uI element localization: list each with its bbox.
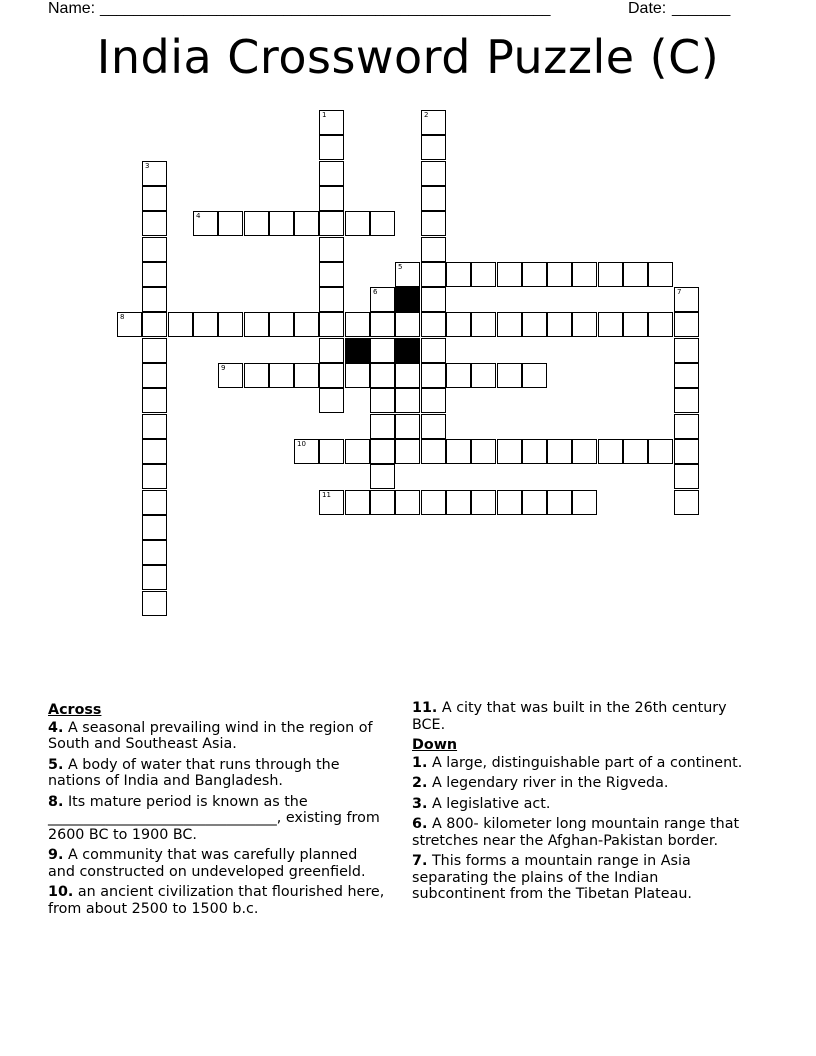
grid-cell[interactable] — [345, 363, 370, 388]
grid-cell[interactable] — [370, 464, 395, 489]
grid-cell[interactable] — [395, 414, 420, 439]
grid-cell[interactable] — [421, 414, 446, 439]
grid-cell[interactable] — [421, 338, 446, 363]
grid-cell-number: 9 — [221, 364, 226, 372]
grid-cell-number: 2 — [424, 111, 429, 119]
grid-cell[interactable] — [674, 414, 699, 439]
clue-down-3 — [412, 796, 752, 813]
grid-cell-number: 11 — [322, 491, 331, 499]
grid-cell[interactable] — [421, 490, 446, 515]
grid-cell[interactable] — [319, 186, 344, 211]
clue-across-4 — [48, 720, 388, 753]
grid-cell[interactable] — [168, 312, 193, 337]
clue-number: 10. — [48, 884, 74, 900]
grid-cell[interactable] — [421, 161, 446, 186]
grid-cell[interactable] — [294, 439, 319, 464]
clue-down-7 — [412, 853, 752, 903]
name-label: Name: — [48, 0, 96, 17]
grid-cell[interactable] — [471, 490, 496, 515]
grid-cell[interactable] — [446, 312, 471, 337]
grid-cell-number: 5 — [398, 263, 403, 271]
grid-cell[interactable] — [142, 338, 167, 363]
grid-cell[interactable] — [471, 312, 496, 337]
clue-text: A seasonal prevailing wind in the region of South and Southeast Asia. — [48, 719, 373, 752]
grid-cell[interactable] — [395, 312, 420, 337]
grid-cell[interactable] — [218, 312, 243, 337]
grid-cell[interactable] — [345, 439, 370, 464]
grid-cell[interactable] — [319, 161, 344, 186]
grid-cell[interactable] — [370, 388, 395, 413]
grid-cell[interactable] — [522, 490, 547, 515]
grid-cell[interactable] — [345, 211, 370, 236]
grid-cell[interactable] — [319, 211, 344, 236]
grid-cell[interactable] — [497, 490, 522, 515]
grid-cell[interactable] — [522, 439, 547, 464]
grid-cell[interactable] — [345, 490, 370, 515]
grid-cell[interactable] — [370, 414, 395, 439]
clues-column-left — [48, 700, 388, 921]
grid-cell[interactable] — [421, 186, 446, 211]
down-heading: Down — [412, 737, 458, 753]
grid-cell[interactable] — [142, 186, 167, 211]
clue-text: A large, distinguishable part of a continent. — [431, 754, 743, 771]
clue-text: This forms a mountain range in Asia separating the plains of the Indian subcontinent from the Tibetan Plateau. — [412, 853, 692, 902]
grid-cell[interactable] — [142, 565, 167, 590]
grid-cell[interactable] — [142, 490, 167, 515]
grid-cell[interactable] — [547, 262, 572, 287]
grid-cell[interactable] — [674, 312, 699, 337]
grid-cell[interactable] — [421, 363, 446, 388]
grid-cell[interactable] — [674, 490, 699, 515]
clue-number: 8. — [48, 793, 64, 810]
grid-cell-number: 10 — [297, 440, 306, 448]
page-title: India Crossword Puzzle (C) — [96, 30, 720, 84]
clue-number: 1. — [412, 754, 428, 771]
grid-cell[interactable] — [294, 211, 319, 236]
grid-cell[interactable] — [142, 363, 167, 388]
grid-cell[interactable] — [497, 439, 522, 464]
clue-down-1 — [412, 755, 752, 772]
grid-cell[interactable] — [497, 363, 522, 388]
grid-cell[interactable] — [142, 312, 167, 337]
grid-cell-number: 4 — [196, 212, 201, 220]
grid-cell[interactable] — [421, 262, 446, 287]
grid-cell[interactable] — [395, 490, 420, 515]
grid-cell[interactable] — [623, 312, 648, 337]
grid-cell-number: 6 — [373, 288, 378, 296]
grid-cell[interactable] — [193, 312, 218, 337]
grid-cell[interactable] — [319, 312, 344, 337]
grid-cell[interactable] — [244, 312, 269, 337]
grid-cell-number: 7 — [677, 288, 682, 296]
grid-cell[interactable] — [345, 312, 370, 337]
grid-cell[interactable] — [674, 287, 699, 312]
clue-across-10 — [48, 884, 388, 917]
grid-cell[interactable] — [395, 439, 420, 464]
grid-cell[interactable] — [395, 262, 420, 287]
name-field-line[interactable]: ______________________________________________________ — [100, 0, 551, 17]
grid-cell[interactable] — [319, 262, 344, 287]
grid-cell[interactable] — [319, 287, 344, 312]
grid-cell[interactable] — [674, 338, 699, 363]
grid-cell[interactable] — [319, 439, 344, 464]
clue-text: A community that was carefully planned and constructed on undeveloped greenfield. — [48, 847, 366, 880]
grid-cell[interactable] — [395, 363, 420, 388]
grid-cell[interactable] — [446, 262, 471, 287]
grid-cell[interactable] — [421, 287, 446, 312]
grid-cell[interactable] — [319, 363, 344, 388]
grid-cell[interactable] — [572, 490, 597, 515]
grid-cell[interactable] — [395, 388, 420, 413]
grid-cell[interactable] — [142, 237, 167, 262]
grid-cell[interactable] — [446, 439, 471, 464]
date-label: Date: — [628, 0, 667, 17]
grid-block — [395, 287, 420, 312]
grid-cell[interactable] — [623, 262, 648, 287]
grid-cell[interactable] — [142, 287, 167, 312]
grid-cell-number: 8 — [120, 313, 125, 321]
clue-text: A 800- kilometer long mountain range that stretches near the Afghan-Pakistan border. — [412, 816, 740, 849]
grid-cell[interactable] — [421, 237, 446, 262]
date-field-line[interactable]: _______ — [672, 0, 731, 17]
grid-cell[interactable] — [572, 439, 597, 464]
grid-cell[interactable] — [547, 439, 572, 464]
grid-cell[interactable] — [142, 388, 167, 413]
grid-cell[interactable] — [142, 540, 167, 565]
grid-cell[interactable] — [370, 439, 395, 464]
grid-cell[interactable] — [572, 312, 597, 337]
clue-across-5 — [48, 757, 388, 790]
grid-cell[interactable] — [117, 312, 142, 337]
grid-cell[interactable] — [269, 312, 294, 337]
grid-block — [395, 338, 420, 363]
grid-cell[interactable] — [142, 262, 167, 287]
grid-cell[interactable] — [319, 338, 344, 363]
grid-cell[interactable] — [572, 262, 597, 287]
clue-text: A city that was built in the 26th century BCE. — [412, 700, 727, 733]
grid-cell[interactable] — [421, 312, 446, 337]
grid-cell[interactable] — [244, 211, 269, 236]
grid-cell[interactable] — [421, 110, 446, 135]
grid-cell[interactable] — [142, 211, 167, 236]
grid-cell[interactable] — [497, 312, 522, 337]
clue-number: 11. — [412, 700, 438, 716]
grid-cell[interactable] — [142, 464, 167, 489]
grid-cell[interactable] — [623, 439, 648, 464]
grid-cell[interactable] — [674, 388, 699, 413]
grid-cell[interactable] — [370, 363, 395, 388]
grid-cell[interactable] — [269, 211, 294, 236]
grid-cell[interactable] — [319, 110, 344, 135]
grid-cell[interactable] — [319, 490, 344, 515]
grid-cell[interactable] — [142, 439, 167, 464]
grid-cell[interactable] — [370, 211, 395, 236]
grid-cell[interactable] — [218, 363, 243, 388]
across-heading: Across — [48, 702, 102, 718]
grid-cell-number: 1 — [322, 111, 327, 119]
clue-text: A legendary river in the Rigveda. — [431, 775, 669, 791]
clues-column-right — [412, 700, 752, 907]
clue-text: Its mature period is known as the ________________________________, existing from 2600 BC to 1900 BC. — [48, 793, 380, 843]
grid-cell[interactable] — [674, 363, 699, 388]
grid-cell[interactable] — [218, 211, 243, 236]
grid-cell[interactable] — [370, 490, 395, 515]
grid-cell[interactable] — [446, 363, 471, 388]
grid-cell[interactable] — [142, 414, 167, 439]
grid-cell[interactable] — [471, 363, 496, 388]
grid-cell[interactable] — [142, 591, 167, 616]
grid-cell[interactable] — [471, 439, 496, 464]
clue-across-9 — [48, 847, 388, 880]
grid-cell[interactable] — [244, 363, 269, 388]
grid-cell[interactable] — [598, 439, 623, 464]
grid-cell[interactable] — [471, 262, 496, 287]
grid-cell[interactable] — [269, 363, 294, 388]
grid-cell[interactable] — [674, 439, 699, 464]
grid-cell[interactable] — [319, 135, 344, 160]
clue-across-8 — [48, 794, 388, 844]
grid-cell[interactable] — [522, 312, 547, 337]
clue-number: 4. — [48, 719, 64, 736]
clue-text: A legislative act. — [431, 795, 551, 812]
grid-cell[interactable] — [522, 363, 547, 388]
clue-number: 2. — [412, 775, 428, 791]
clue-down-6 — [412, 816, 752, 849]
grid-cell[interactable] — [142, 515, 167, 540]
grid-cell[interactable] — [294, 363, 319, 388]
grid-cell[interactable] — [193, 211, 218, 236]
grid-cell[interactable] — [598, 262, 623, 287]
grid-cell[interactable] — [446, 490, 471, 515]
grid-cell[interactable] — [648, 439, 673, 464]
grid-cell[interactable] — [648, 312, 673, 337]
grid-cell[interactable] — [421, 388, 446, 413]
grid-cell[interactable] — [421, 439, 446, 464]
grid-cell[interactable] — [319, 237, 344, 262]
clue-number: 9. — [48, 847, 64, 863]
grid-block — [345, 338, 370, 363]
grid-cell[interactable] — [497, 262, 522, 287]
grid-cell[interactable] — [370, 338, 395, 363]
grid-cell[interactable] — [319, 388, 344, 413]
grid-cell[interactable] — [370, 287, 395, 312]
clue-across-11 — [412, 700, 752, 733]
clue-number: 7. — [412, 853, 428, 869]
clue-down-2 — [412, 775, 752, 792]
grid-cell[interactable] — [370, 312, 395, 337]
grid-cell[interactable] — [674, 464, 699, 489]
grid-cell[interactable] — [648, 262, 673, 287]
grid-cell[interactable] — [547, 490, 572, 515]
clue-number: 6. — [412, 816, 428, 832]
grid-cell[interactable] — [598, 312, 623, 337]
grid-cell[interactable] — [421, 135, 446, 160]
clue-number: 3. — [412, 795, 428, 812]
grid-cell[interactable] — [547, 312, 572, 337]
grid-cell[interactable] — [421, 211, 446, 236]
grid-cell-number: 3 — [145, 162, 150, 170]
clue-number: 5. — [48, 756, 64, 773]
grid-cell[interactable] — [294, 312, 319, 337]
clue-text: A body of water that runs through the nations of India and Bangladesh. — [48, 756, 340, 789]
grid-cell[interactable] — [142, 161, 167, 186]
grid-cell[interactable] — [522, 262, 547, 287]
clue-text: an ancient civilization that flourished here, from about 2500 to 1500 b.c. — [48, 884, 385, 917]
